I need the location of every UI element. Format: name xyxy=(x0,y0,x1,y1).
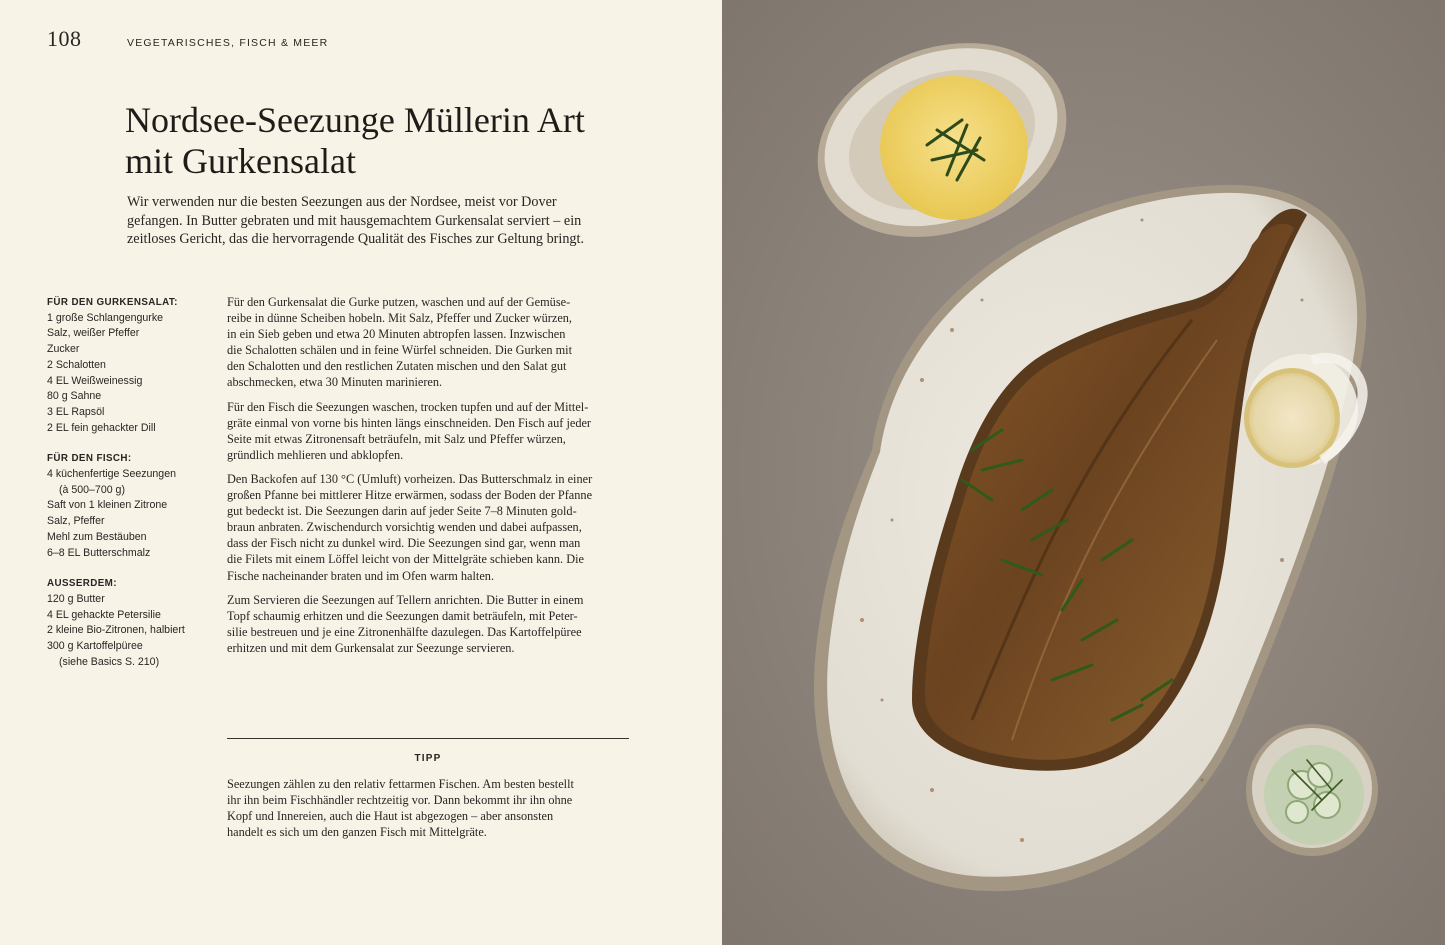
method-paragraph xyxy=(227,399,637,463)
method-line: reibe in dünne Scheiben hobeln. Mit Salz, Pfeffer und Zucker würzen, xyxy=(227,311,573,326)
ingredient-item: Mehl zum Bestäuben xyxy=(47,530,147,543)
ingredient-item: 4 EL Weißweinessig xyxy=(47,374,143,387)
mashed-potato xyxy=(880,76,1028,220)
tip-line: Kopf und Innereien, auch die Haut ist abgezogen – aber ansonsten xyxy=(227,809,554,824)
tip-line: handelt es sich um den ganzen Fisch mit Mittelgräte. xyxy=(227,825,487,840)
ingredient-group-ausserdem xyxy=(47,576,217,670)
method-line: silie bestreuen und je eine Zitronenhälfte dazulegen. Das Kartoffelpüree xyxy=(227,624,582,639)
ingredient-item: 3 EL Rapsöl xyxy=(47,405,105,418)
title-line: mit Gurkensalat xyxy=(125,141,356,181)
intro-line: Wir verwenden nur die besten Seezungen aus der Nordsee, meist vor Dover xyxy=(127,194,557,210)
method-line: die Filets mit einem Löffel leicht von der Mittelgräte schieben kann. Die xyxy=(227,552,584,567)
ingredient-item: Zucker xyxy=(47,343,80,356)
method-line: dass der Fisch nicht zu dunkel wird. Die Seezungen sind gar, wenn man xyxy=(227,536,581,551)
method-line: Den Backofen auf 130 °C (Umluft) vorheizen. Das Butterschmalz in einer xyxy=(227,471,593,486)
intro-line: zeitloses Gericht, das die hervorragende Qualität des Fisches zur Geltung bringt. xyxy=(127,231,585,247)
tip-heading: TIPP xyxy=(414,753,442,764)
ingredient-item: 2 EL fein gehackter Dill xyxy=(47,421,156,434)
ingredient-item: 2 Schalotten xyxy=(47,358,106,371)
method-line: Seite mit etwas Zitronensaft beträufeln, mit Salz und Pfeffer würzen, xyxy=(227,431,566,446)
ingredient-item: 1 große Schlangengurke xyxy=(47,311,164,324)
method-line: abschmecken, etwa 30 Minuten marinieren. xyxy=(227,375,443,390)
method-text xyxy=(227,294,637,664)
right-page-photo xyxy=(722,0,1445,945)
page-number: 108 xyxy=(47,26,82,51)
method-line: den Schalotten und den restlichen Zutaten mischen und den Salat gut xyxy=(227,359,567,374)
method-line: gründlich mehlieren und abklopfen. xyxy=(227,447,404,462)
method-line: braun anbraten. Zwischendurch vorsichtig wenden und dabei aufpassen, xyxy=(227,520,582,535)
ingredient-item: Salz, weißer Pfeffer xyxy=(47,327,140,340)
ingredient-item: 300 g Kartoffelpüree xyxy=(47,640,143,653)
ingredient-group-heading: FÜR DEN FISCH: xyxy=(47,453,132,465)
method-line: Topf schaumig erhitzen und die Seezungen damit beträufeln, mit Peter- xyxy=(227,608,578,623)
tip-line: Seezungen zählen zu den relativ fettarmen Fischen. Am besten bestellt xyxy=(227,777,574,791)
method-line: gräte einmal von vorne bis hinten längs einschneiden. Den Fisch auf jeder xyxy=(227,415,592,430)
ingredient-item: Salz, Pfeffer xyxy=(47,515,105,528)
tip-divider xyxy=(227,738,629,739)
recipe-intro xyxy=(127,193,647,249)
method-line: großen Pfanne bei mittlerer Hitze erwärmen, sodass der Boden der Pfanne xyxy=(227,488,593,503)
ingredient-item: (à 500–700 g) xyxy=(59,483,125,496)
ingredient-item: Saft von 1 kleinen Zitrone xyxy=(47,499,168,512)
left-page xyxy=(0,0,722,945)
method-line: Für den Fisch die Seezungen waschen, trocken tupfen und auf der Mittel- xyxy=(227,399,589,414)
method-paragraph xyxy=(227,294,637,391)
ingredient-item: (siehe Basics S. 210) xyxy=(59,655,160,668)
ingredient-group-heading: FÜR DEN GURKENSALAT: xyxy=(47,297,178,308)
title-line: Nordsee-Seezunge Müllerin Art xyxy=(125,100,585,140)
ingredients-list xyxy=(47,295,217,685)
intro-line: gefangen. In Butter gebraten und mit hausgemachtem Gurkensalat serviert – ein xyxy=(127,212,582,229)
section-label: VEGETARISCHES, FISCH & MEER xyxy=(127,37,329,49)
ingredient-group-fisch xyxy=(47,451,217,561)
ingredient-item: 6–8 EL Butterschmalz xyxy=(47,546,151,559)
method-line: in ein Sieb geben und etwa 20 Minuten abtropfen lassen. Inzwischen xyxy=(227,327,566,342)
method-line: gut bedeckt ist. Die Seezungen darin auf jeder Seite 7–8 Minuten gold- xyxy=(227,504,577,519)
method-paragraph xyxy=(227,592,637,656)
method-line: die Schalotten schälen und in feine Würfel schneiden. Die Gurken mit xyxy=(227,343,573,358)
tip-text xyxy=(227,776,637,840)
ingredient-item: 120 g Butter xyxy=(47,592,105,605)
ingredient-group-gurkensalat xyxy=(47,295,217,436)
method-line: erhitzen und mit dem Gurkensalat zur Seezunge servieren. xyxy=(227,640,515,655)
method-line: Für den Gurkensalat die Gurke putzen, waschen und auf der Gemüse- xyxy=(227,295,571,309)
ingredient-item: 4 EL gehackte Petersilie xyxy=(47,608,161,621)
recipe-title xyxy=(125,100,685,182)
ingredient-item: 80 g Sahne xyxy=(47,390,102,403)
ingredient-group-heading: AUSSERDEM: xyxy=(47,578,117,590)
ingredient-item: 4 küchenfertige Seezungen xyxy=(47,468,176,481)
method-line: Zum Servieren die Seezungen auf Tellern anrichten. Die Butter in einem xyxy=(227,592,584,607)
ingredient-item: 2 kleine Bio-Zitronen, halbiert xyxy=(47,624,185,637)
method-line: Fische nacheinander braten und im Ofen warm halten. xyxy=(227,568,495,583)
method-paragraph xyxy=(227,471,637,584)
cucumber-salad-bowl xyxy=(1246,724,1378,856)
dish-photo xyxy=(722,0,1445,945)
tip-line: ihr ihn beim Fischhändler rechtzeitig vor. Dann bekommt ihr ihn ohne xyxy=(227,793,573,808)
